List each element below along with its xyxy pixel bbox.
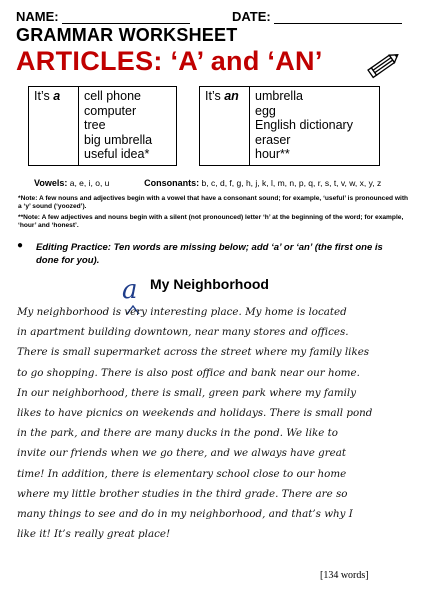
- date-label: DATE:: [232, 9, 271, 24]
- a-label-prefix: It’s: [34, 89, 50, 103]
- an-items-cell: [250, 87, 380, 166]
- story-line: In our neighborhood, there is small, green park where my family: [17, 386, 357, 399]
- handwritten-correction: a: [122, 275, 138, 305]
- story-line: in the park, and there are many ducks in the pond. We like to: [17, 427, 338, 440]
- story-line: in apartment building downtown, near many stores and offices.: [17, 326, 349, 339]
- articles-table: [28, 86, 380, 166]
- a-item: big umbrella: [84, 132, 153, 147]
- worksheet-subtitle: ARTICLES: ‘A’ and ‘AN’: [16, 46, 323, 76]
- story-paragraph: [17, 302, 412, 544]
- an-item: hour**: [255, 147, 290, 161]
- worksheet-title: GRAMMAR WORKSHEET: [16, 25, 238, 45]
- story-line: where my little brother studies in the third grade. There are so: [17, 487, 348, 500]
- a-item: computer: [84, 103, 137, 118]
- an-item: English dictionary: [255, 118, 353, 132]
- an-label-cell: [200, 87, 250, 166]
- story-line: likes to have picnics on weekends and holidays. There is small pond: [17, 407, 373, 420]
- table-gap: [177, 87, 200, 166]
- a-item: tree: [84, 118, 106, 132]
- an-label-prefix: It’s: [205, 89, 221, 103]
- name-field[interactable]: [62, 11, 190, 24]
- date-field[interactable]: [274, 11, 402, 24]
- name-label: NAME:: [16, 9, 59, 24]
- an-item: umbrella: [255, 89, 303, 103]
- story-line: There is small supermarket across the street where my family likes: [17, 346, 370, 359]
- a-item: useful idea*: [84, 147, 150, 161]
- a-label-article: a: [53, 89, 61, 103]
- editing-instructions: Editing Practice: Ten words are missing below; add ‘a’ or ‘an’ (the first one is done for you).: [36, 242, 383, 266]
- story-line: like it! It’s really great place!: [17, 528, 171, 541]
- story-line: invite our friends when we go there, and we always have great: [17, 447, 346, 460]
- story-line: My neighborhood is very interesting place. My home is located: [17, 306, 347, 318]
- instruction-bullet: ●: [17, 240, 24, 251]
- story-title: My Neighborhood: [150, 276, 269, 292]
- consonants-list: b, c, d, f, g, h, j, k, l, m, n, p, q, r, s, t, v, w, x, y, z: [201, 178, 382, 188]
- a-items-cell: [79, 87, 177, 166]
- note-useful: *Note: A few nouns and adjectives begin with a vowel that have a consonant sound; for example, ‘useful’ is pronounced with a ‘y’ sound (‘yoozed’).: [18, 195, 409, 211]
- a-label-cell: [29, 87, 79, 166]
- an-item: eraser: [255, 132, 291, 147]
- story-line: many things to see and do in my neighborhood, and that’s why I: [17, 508, 353, 521]
- vowels-label: Vowels:: [34, 178, 68, 188]
- note-hour: **Note: A few adjectives and nouns begin with a silent (not pronounced) letter ‘h’ at the beginning of the word; for example, ‘hour’ and ‘honest’.: [18, 214, 404, 230]
- an-label-article: an: [224, 89, 239, 103]
- word-count: [134 words]: [320, 570, 369, 581]
- story-line: time! In addition, there is elementary school close to our home: [17, 467, 347, 480]
- vowels-list: a, e, i, o, u: [69, 178, 110, 188]
- a-item: cell phone: [84, 89, 141, 103]
- pencil-icon: [364, 50, 404, 80]
- name-row: [16, 9, 190, 24]
- consonants-label: Consonants:: [144, 178, 200, 188]
- an-item: egg: [255, 103, 276, 118]
- date-row: [232, 9, 402, 24]
- story-line: to go shopping. There is also post office and bank near our home.: [17, 366, 360, 379]
- letters-row: [34, 178, 381, 188]
